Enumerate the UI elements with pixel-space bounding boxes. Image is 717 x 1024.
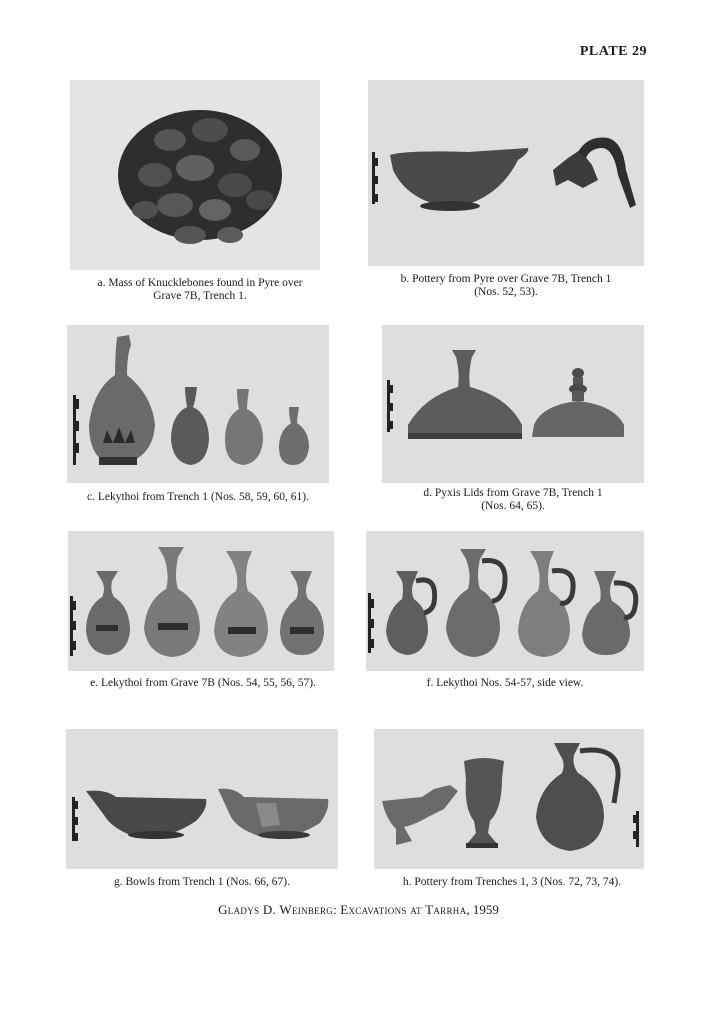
caption-c-line1: c. Lekythoi from Trench 1 (Nos. 58, 59, 60, 61). bbox=[87, 491, 309, 503]
page-footer bbox=[0, 902, 717, 918]
caption-h bbox=[374, 876, 650, 889]
photo-a-knucklebones bbox=[70, 80, 320, 270]
caption-d-line2: (Nos. 64, 65). bbox=[481, 500, 545, 512]
scale-bar bbox=[368, 593, 374, 653]
caption-d-line1: d. Pyxis Lids from Grave 7B, Trench 1 bbox=[423, 487, 603, 499]
photo-b-pyre-pottery bbox=[368, 80, 644, 266]
caption-b-line1: b. Pottery from Pyre over Grave 7B, Trench 1 bbox=[400, 273, 612, 285]
caption-a bbox=[70, 277, 330, 303]
caption-g bbox=[66, 876, 338, 889]
caption-d bbox=[382, 487, 644, 513]
scale-bar bbox=[72, 797, 78, 841]
caption-f-line1: f. Lekythoi Nos. 54-57, side view. bbox=[426, 677, 584, 689]
lekythoi-grave7b-image bbox=[68, 531, 334, 671]
photo-d-pyxis-lids bbox=[382, 325, 644, 483]
photo-f-lekythoi-side bbox=[366, 531, 644, 671]
knucklebones-image bbox=[70, 80, 320, 270]
caption-a-line1: a. Mass of Knucklebones found in Pyre over bbox=[97, 277, 303, 289]
caption-h-line1: h. Pottery from Trenches 1, 3 (Nos. 72, 73, 74). bbox=[402, 876, 622, 888]
caption-e bbox=[68, 677, 338, 690]
caption-c bbox=[67, 491, 329, 504]
photo-e-lekythoi-grave7b bbox=[68, 531, 334, 671]
scale-bar bbox=[73, 395, 79, 465]
caption-b-line2: (Nos. 52, 53). bbox=[474, 286, 538, 298]
scale-bar bbox=[372, 152, 378, 204]
lekythoi-side-image bbox=[366, 531, 644, 671]
scale-bar bbox=[633, 811, 639, 847]
photo-c-lekythoi-trench1 bbox=[67, 325, 329, 483]
scale-bar bbox=[70, 596, 76, 656]
pyxis-lids-image bbox=[382, 325, 644, 483]
pottery-trenches-image bbox=[374, 729, 644, 869]
lekythoi-trench1-image bbox=[67, 325, 329, 483]
plate-number: PLATE 29 bbox=[579, 44, 647, 59]
caption-e-line1: e. Lekythoi from Grave 7B (Nos. 54, 55, 56, 57). bbox=[90, 677, 316, 689]
caption-b bbox=[368, 273, 644, 299]
footer-title: Excavations at Tarrha bbox=[340, 902, 467, 917]
caption-g-line1: g. Bowls from Trench 1 (Nos. 66, 67). bbox=[113, 876, 290, 888]
footer-separator: : bbox=[333, 902, 337, 917]
caption-a-line2: Grave 7B, Trench 1. bbox=[153, 290, 247, 302]
scale-bar bbox=[387, 380, 393, 432]
photo-g-bowls bbox=[66, 729, 338, 869]
photo-h-pottery-trenches bbox=[374, 729, 644, 869]
footer-author: Gladys D. Weinberg bbox=[218, 902, 334, 917]
pyre-pottery-image bbox=[368, 80, 644, 266]
footer-year: , 1959 bbox=[466, 902, 499, 917]
caption-f bbox=[366, 677, 644, 690]
bowls-image bbox=[66, 729, 338, 869]
